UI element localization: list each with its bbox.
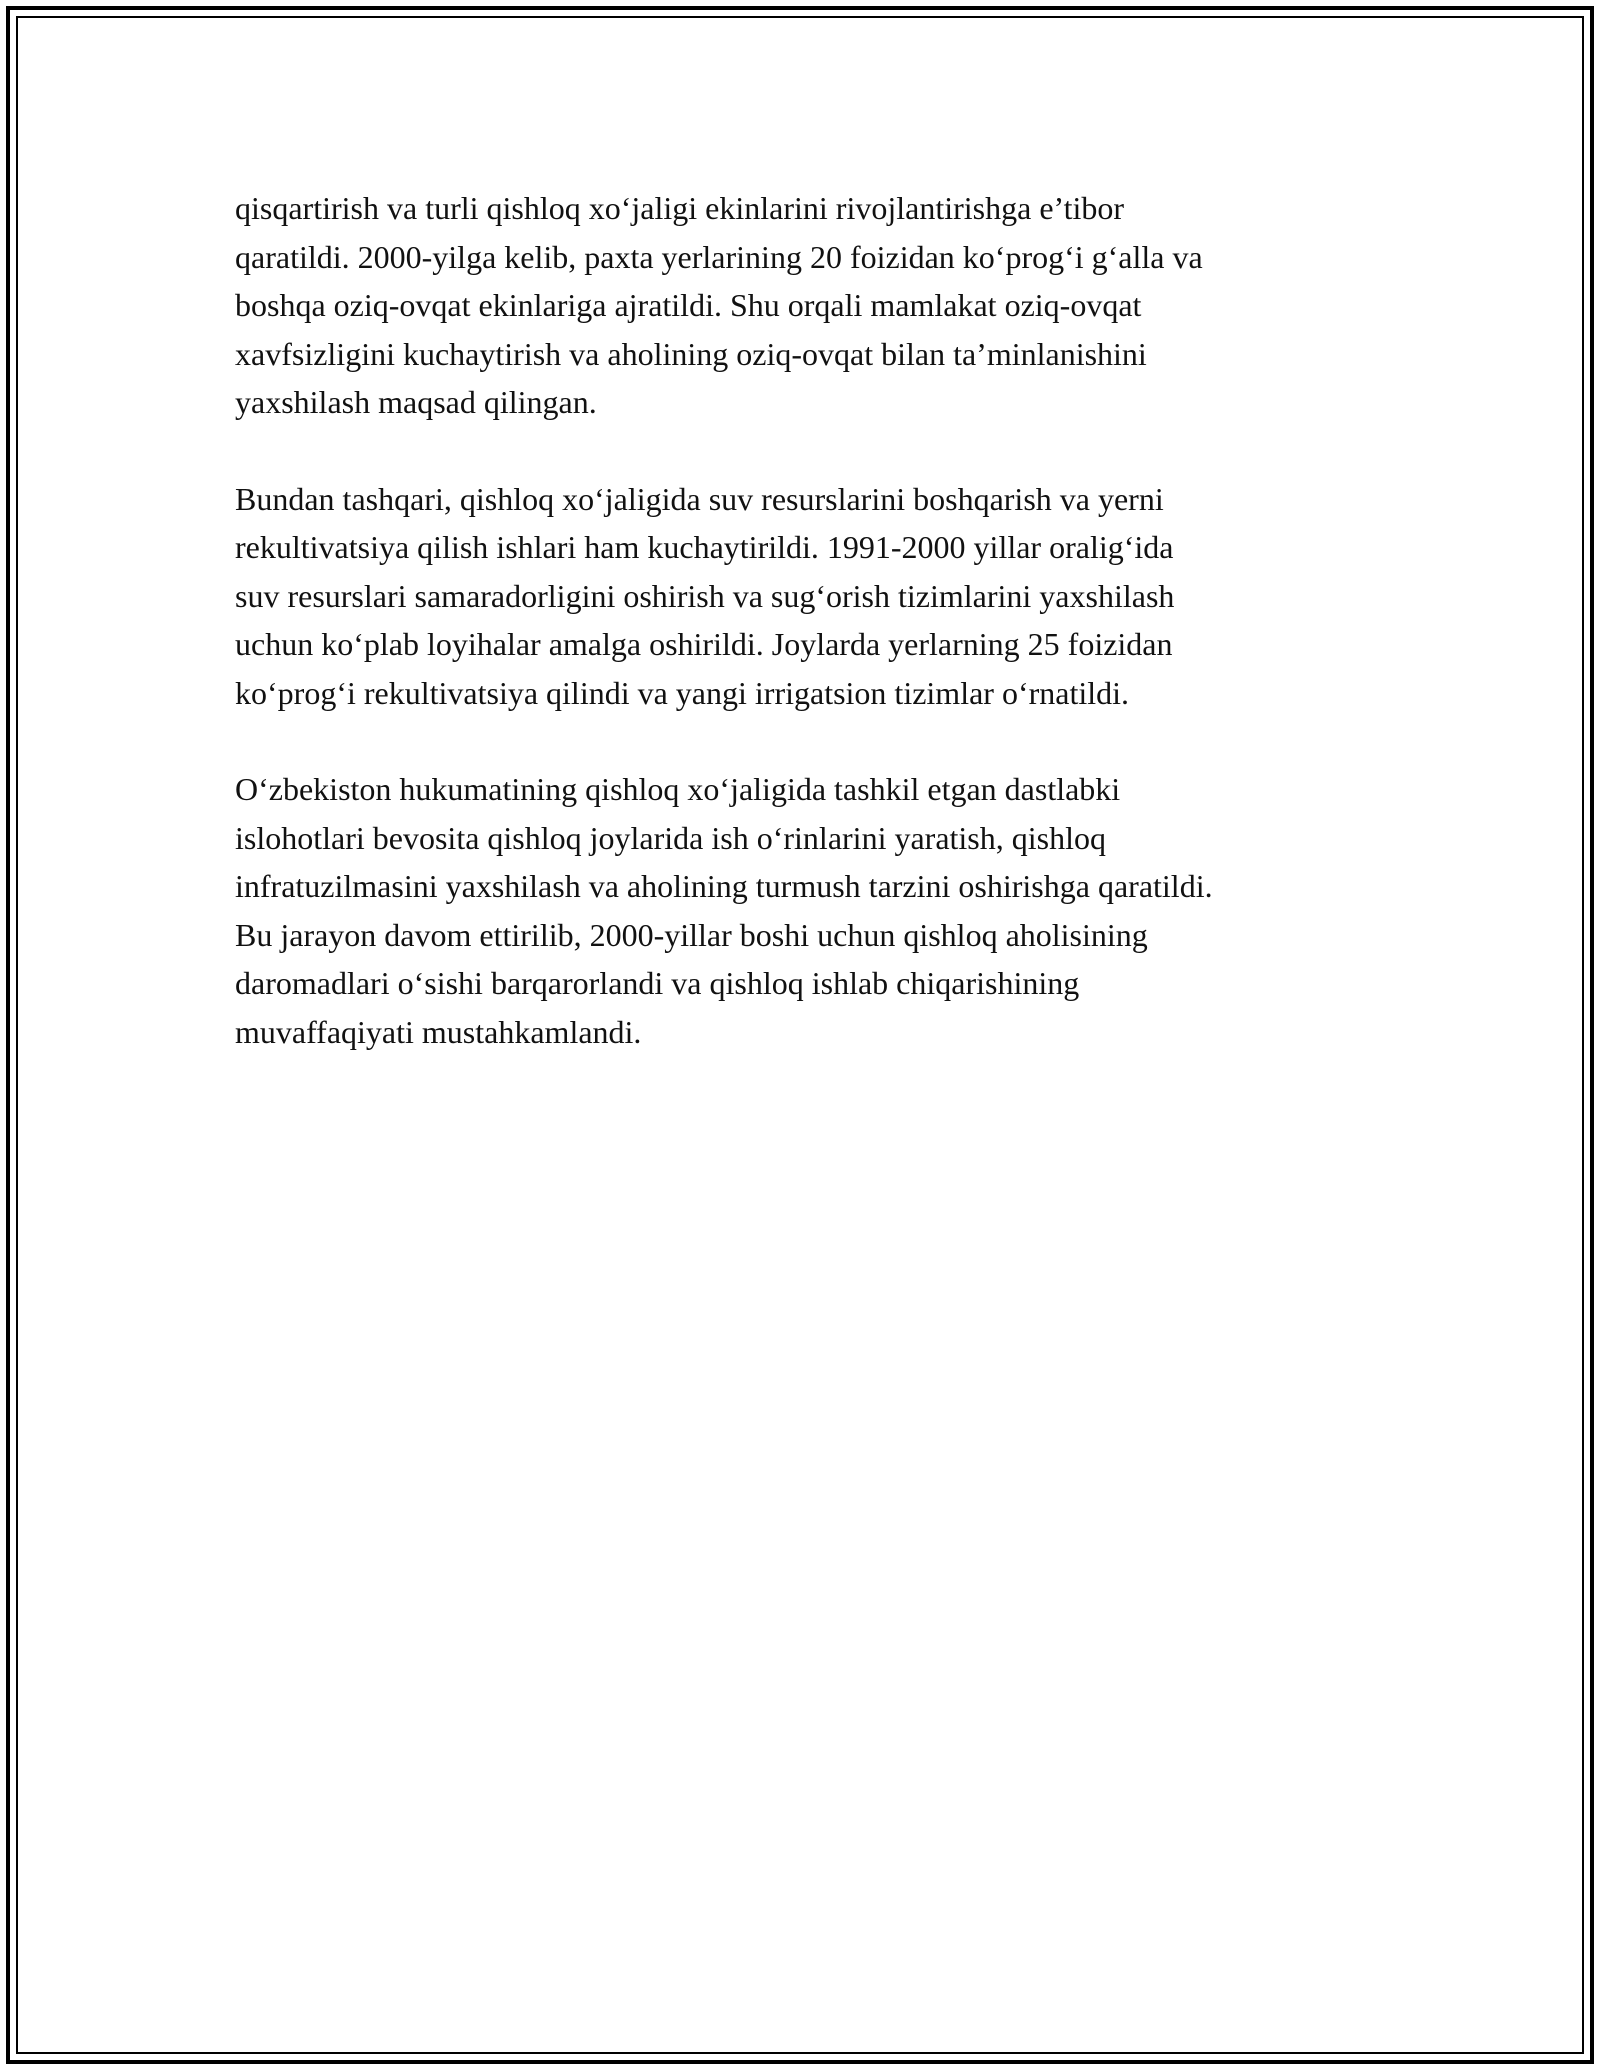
text-line: Bu jarayon davom ettirilib, 2000-yillar boshi uchun qishloq aholisining <box>235 916 1148 953</box>
text-line: muvaffaqiyati mustahkamlandi. <box>235 1013 642 1050</box>
text-line: xavfsizligini kuchaytirish va aholining oziq-ovqat bilan ta’minlanishini <box>235 335 1147 372</box>
text-line: boshqa oziq-ovqat ekinlariga ajratildi. Shu orqali mamlakat oziq-ovqat <box>235 287 1142 323</box>
text-line: Bundan tashqari, qishloq xo‘jaligida suv resurslarini boshqarish va yerni <box>235 480 1164 517</box>
text-line: ko‘prog‘i rekultivatsiya qilindi va yangi irrigatsion tizimlar o‘rnatildi. <box>235 674 1130 711</box>
text-line: O‘zbekiston hukumatining qishloq xo‘jaligida tashkil etgan dastlabki <box>235 771 1121 807</box>
text-line: daromadlari o‘sishi barqarorlandi va qishloq ishlab chiqarishining <box>235 965 1080 1001</box>
document-body <box>235 184 1375 1104</box>
paragraph-3 <box>235 765 1375 1056</box>
text-line: infratuzilmasini yaxshilash va aholining turmush tarzini oshirishga qaratildi. <box>235 868 1213 904</box>
paragraph-1 <box>235 184 1375 427</box>
text-line: qisqartirish va turli qishloq xo‘jaligi ekinlarini rivojlantirishga e’tibor <box>235 190 1125 226</box>
text-line: yaxshilash maqsad qilingan. <box>235 384 597 420</box>
text-line: suv resurslari samaradorligini oshirish va sug‘orish tizimlarini yaxshilash <box>235 577 1175 614</box>
text-line: qaratildi. 2000-yilga kelib, paxta yerlarining 20 foizidan ko‘prog‘i g‘alla va <box>235 238 1203 275</box>
paragraph-2 <box>235 475 1375 718</box>
text-line: uchun ko‘plab loyihalar amalga oshirildi. Joylarda yerlarning 25 foizidan <box>235 626 1173 662</box>
text-line: islohotlari bevosita qishloq joylarida ish o‘rinlarini yaratish, qishloq <box>235 819 1106 856</box>
text-line: rekultivatsiya qilish ishlari ham kuchaytirildi. 1991-2000 yillar oralig‘ida <box>235 529 1174 565</box>
